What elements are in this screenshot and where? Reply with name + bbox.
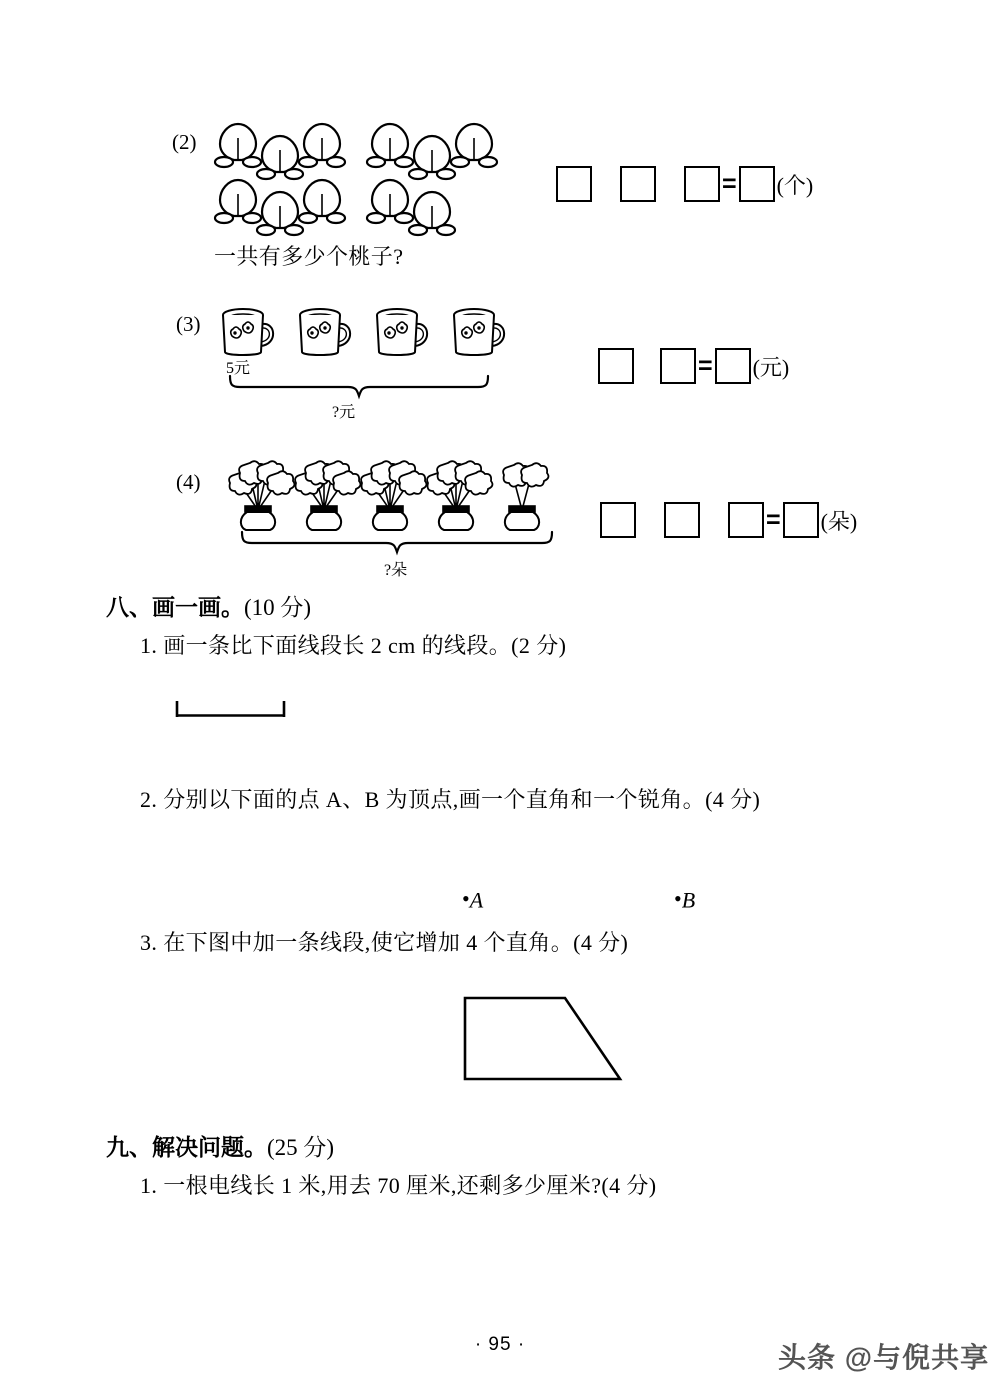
answer-box[interactable] (684, 166, 720, 202)
answer-box-result[interactable] (739, 166, 775, 202)
item-4-flower-picture (228, 462, 578, 532)
item-4-brace-label: ?朵 (384, 562, 408, 579)
item-2-answer-row (556, 166, 813, 202)
section-eight-heading-text: 八、画一画。 (106, 595, 244, 620)
section-nine-heading (106, 1129, 334, 1162)
item-3-answer-row (598, 348, 789, 384)
section-nine-heading-text: 九、解决问题。 (106, 1135, 267, 1160)
item-3-brace-label: ?元 (332, 404, 356, 421)
equals-sign: = (722, 169, 737, 198)
section-eight-points: (10 分) (244, 595, 312, 620)
item-3-brace (228, 374, 490, 400)
answer-box-result[interactable] (783, 502, 819, 538)
section-nine-q1: 1. 一根电线长 1 米,用去 70 厘米,还剩多少厘米?(4 分) (140, 1173, 657, 1198)
point-b-mark (674, 886, 695, 913)
item-2-number: (2) (172, 130, 197, 154)
point-a-label: A (469, 887, 484, 913)
answer-box[interactable] (660, 348, 696, 384)
page-number: · 95 · (474, 1334, 526, 1355)
unit-label: (个) (776, 172, 814, 198)
item-3-unit-price-label: 5元 (226, 360, 251, 377)
equals-sign: = (698, 351, 713, 380)
answer-box[interactable] (664, 502, 700, 538)
equals-sign: = (766, 505, 781, 534)
item-2-peach-picture (218, 118, 508, 228)
item-4-brace (240, 530, 554, 556)
unit-label: (元) (752, 354, 790, 380)
point-a-dot: • (462, 886, 470, 911)
reference-line-segment (170, 696, 294, 726)
point-b-label: B (681, 887, 696, 913)
point-b-dot: • (674, 886, 682, 911)
section-nine-points: (25 分) (267, 1135, 335, 1160)
item-3-number: (3) (176, 312, 201, 336)
section-eight-q3: 3. 在下图中加一条线段,使它增加 4 个直角。(4 分) (140, 930, 629, 955)
item-4-answer-row (600, 502, 857, 538)
point-a-mark (462, 886, 483, 913)
item-3-mug-picture (222, 306, 502, 362)
answer-box[interactable] (728, 502, 764, 538)
trapezoid-figure (458, 990, 638, 1090)
answer-box[interactable] (556, 166, 592, 202)
section-eight-q2: 2. 分别以下面的点 A、B 为顶点,画一个直角和一个锐角。(4 分) (140, 787, 761, 812)
answer-box[interactable] (598, 348, 634, 384)
watermark-logo: 头条 @与倪共享 (778, 1342, 990, 1373)
section-eight-heading (106, 589, 311, 622)
item-2-caption: 一共有多少个桃子? (214, 244, 404, 269)
section-eight-q1: 1. 画一条比下面线段长 2 cm 的线段。(2 分) (140, 633, 567, 658)
unit-label: (朵) (820, 508, 858, 534)
answer-box[interactable] (600, 502, 636, 538)
answer-box-result[interactable] (715, 348, 751, 384)
answer-box[interactable] (620, 166, 656, 202)
item-4-number: (4) (176, 470, 201, 494)
